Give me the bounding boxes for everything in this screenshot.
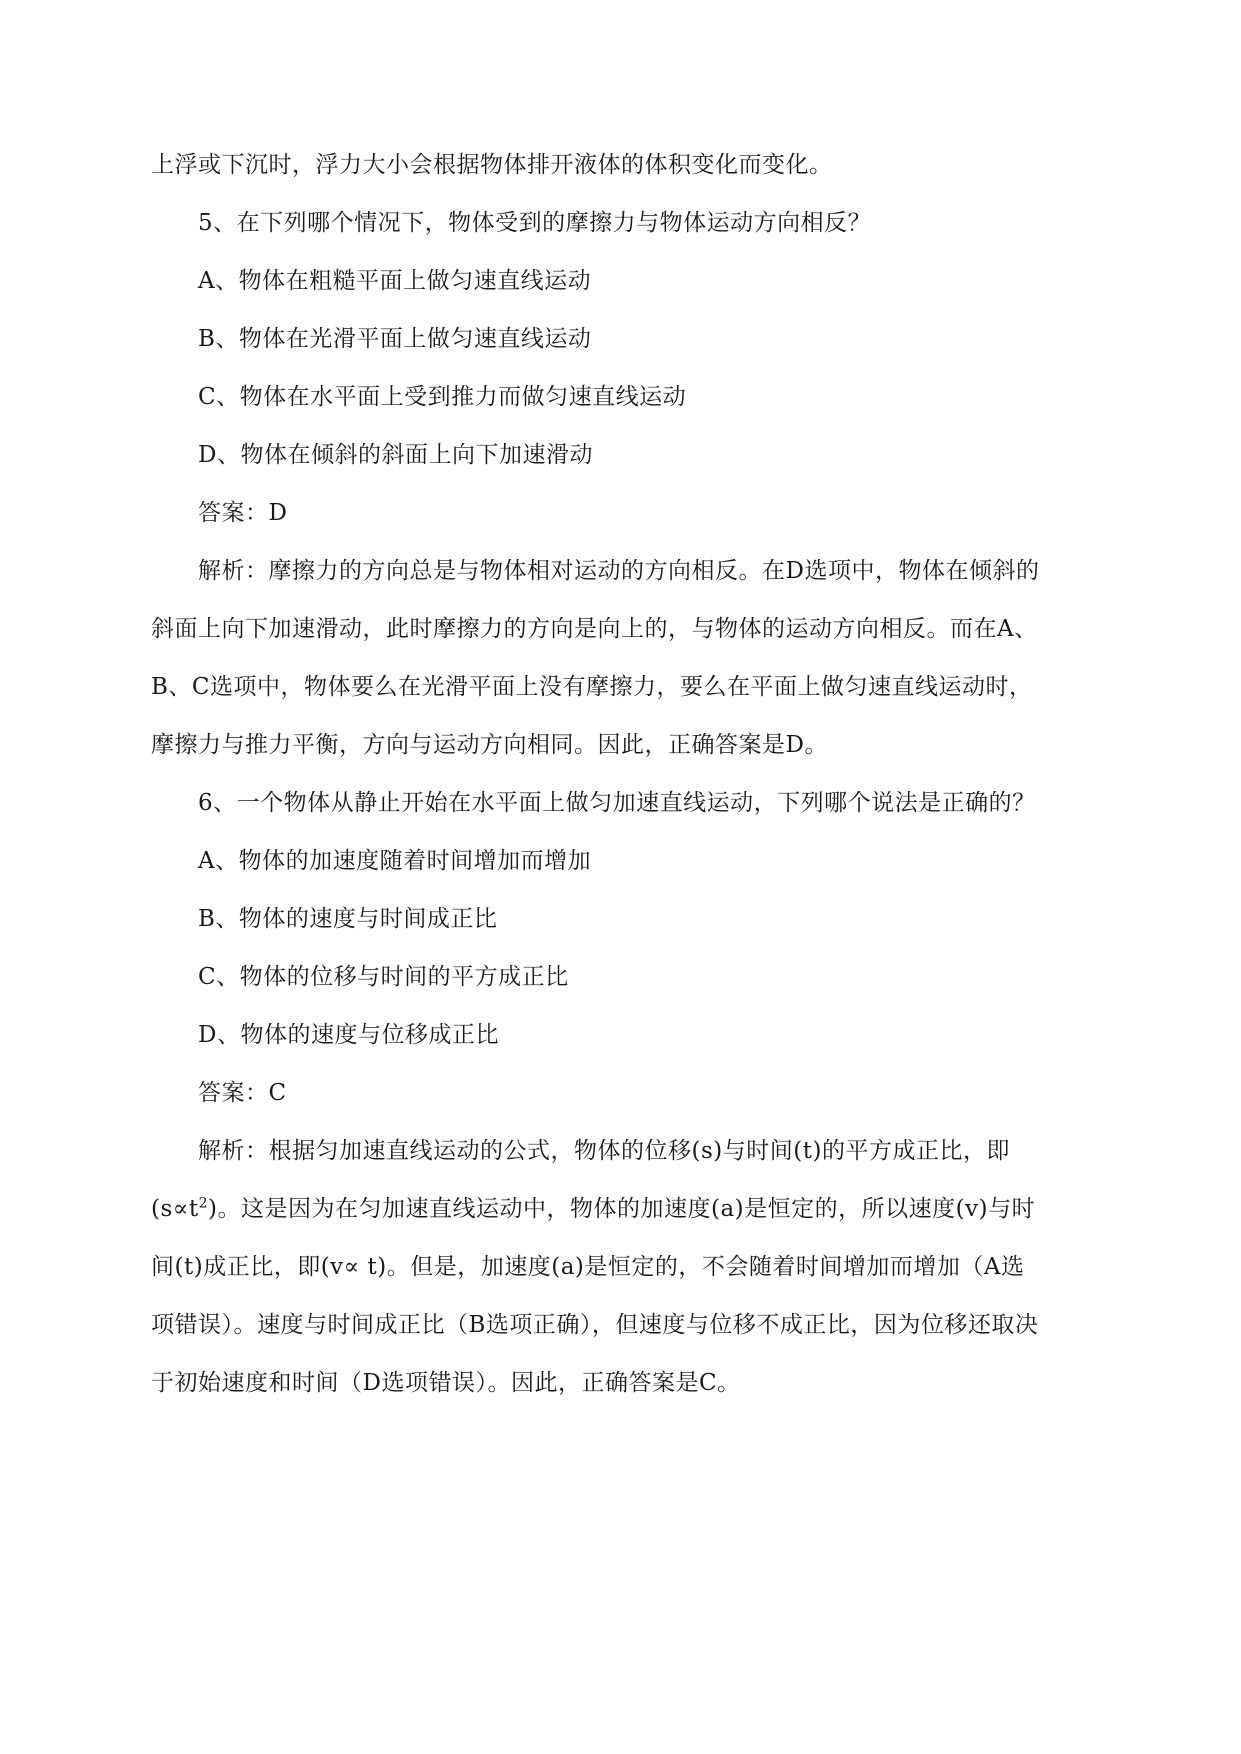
explanation-line: 解析：根据匀加速直线运动的公式，物体的位移(s)与时间(t)的平方成正比，即 [198,1138,1010,1164]
option-c: C、物体的位移与时间的平方成正比 [198,964,569,990]
formula-s-prop-t: (s∝t [151,1196,199,1222]
question-6: 6、一个物体从静止开始在水平面上做匀加速直线运动，下列哪个说法是正确的？ [198,790,1036,816]
answer: 答案：D [198,500,288,526]
option-b: B、物体的速度与时间成正比 [198,906,498,932]
explanation-line: 间(t)成正比，即(v∝ t)。但是，加速度(a)是恒定的，不会随着时间增加而增加（A选 [151,1254,1025,1280]
option-a: A、物体在粗糙平面上做匀速直线运动 [198,268,592,294]
explanation-line: 项错误）。速度与时间成正比（B选项正确），但速度与位移不成正比，因为位移还取决 [151,1312,1039,1338]
option-a: A、物体的加速度随着时间增加而增加 [198,848,592,874]
option-b: B、物体在光滑平面上做匀速直线运动 [198,326,592,352]
explanation-text: )。这是因为在匀加速直线运动中，物体的加速度(a)是恒定的，所以速度(v)与时 [208,1196,1036,1222]
option-c: C、物体在水平面上受到推力而做匀速直线运动 [198,384,687,410]
explanation-line: 斜面上向下加速滑动，此时摩擦力的方向是向上的，与物体的运动方向相反。而在A、 [151,616,1038,642]
explanation-line: 解析：摩擦力的方向总是与物体相对运动的方向相反。在D选项中，物体在倾斜的 [198,558,1040,584]
option-d: D、物体的速度与位移成正比 [198,1022,499,1048]
text-line: 上浮或下沉时，浮力大小会根据物体排开液体的体积变化而变化。 [151,152,833,178]
explanation-line: B、C选项中，物体要么在光滑平面上没有摩擦力，要么在平面上做匀速直线运动时， [151,674,1033,700]
answer: 答案：C [198,1080,287,1106]
option-d: D、物体在倾斜的斜面上向下加速滑动 [198,442,593,468]
superscript-2: 2 [198,1195,209,1212]
explanation-line: 摩擦力与推力平衡，方向与运动方向相同。因此，正确答案是D。 [151,732,828,758]
question-5: 5、在下列哪个情况下，物体受到的摩擦力与物体运动方向相反？ [198,210,872,236]
explanation-line [151,1194,1035,1224]
explanation-line: 于初始速度和时间（D选项错误）。因此，正确答案是C。 [151,1370,741,1396]
